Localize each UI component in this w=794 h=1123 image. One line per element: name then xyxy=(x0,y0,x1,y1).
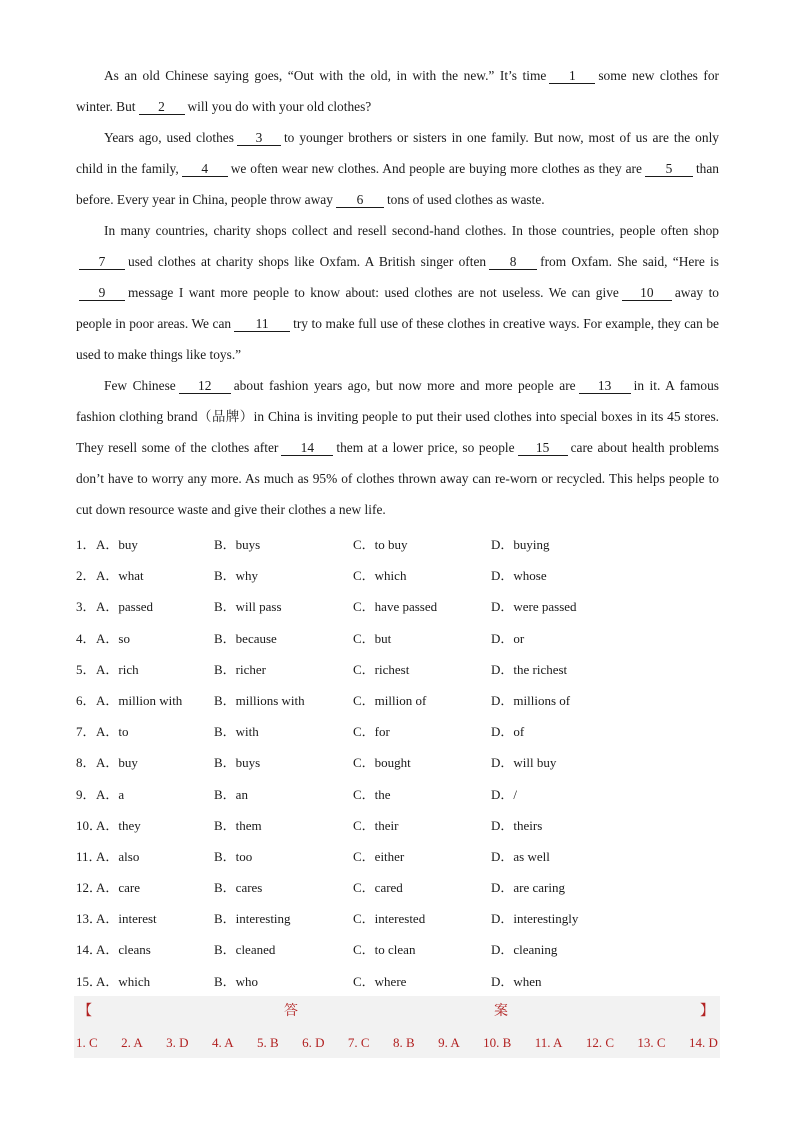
option-c: C．million of xyxy=(353,692,427,708)
option-c: C．interested xyxy=(353,911,426,927)
blank-7: 7 xyxy=(79,255,125,270)
answer-item: 5. B xyxy=(257,1035,279,1050)
option-d: D．when xyxy=(491,973,542,989)
option-b: B．buys xyxy=(214,537,261,552)
paragraph-4: Few Chinese 12 about fashion years ago, but now more and more people are 13 in it. A famous fashion clothing brand（品牌）in China is inviting people to put their used clothes into special boxes in its 45 stores. They resell some of the clothes after 14 them at a lower price, so people 15 care about health problems don’t have to worry any more. As much as 95% of clothes thrown away can re-worn or recycled. This helps people to cut down resource waste and give their clothes a new life. xyxy=(76,378,720,517)
paragraph-2: Years ago, used clothes 3 to younger brothers or sisters in one family. But now, most of us are the only child in the family, 4 we often wear new clothes. And people are buying more clothes as they are 5 than before. Every year in China, people throw away 6 tons of used clothes as waste. xyxy=(76,130,719,207)
answer-open-bracket: 【 xyxy=(78,1004,92,1019)
question-row xyxy=(76,623,719,654)
question-number: 2． xyxy=(76,568,96,584)
option-c: C．which xyxy=(353,568,407,584)
question-number: 14． xyxy=(76,942,103,958)
blank-5: 5 xyxy=(645,162,693,177)
answer-item: 13. C xyxy=(637,1035,666,1050)
option-a: A．interest xyxy=(96,911,157,927)
question-row xyxy=(76,779,719,810)
answer-item: 3. D xyxy=(166,1035,189,1050)
option-c: C．where xyxy=(353,973,407,989)
option-a: A．also xyxy=(96,848,140,864)
option-a: A．buy xyxy=(96,537,138,552)
option-b: B．too xyxy=(214,848,253,864)
question-number: 12． xyxy=(76,880,103,896)
option-d: D．were passed xyxy=(491,599,577,615)
option-a: A．so xyxy=(96,630,130,646)
option-a: A．buy xyxy=(96,755,138,771)
option-a: A．they xyxy=(96,817,141,833)
blank-3: 3 xyxy=(237,131,281,146)
option-d: D．interestingly xyxy=(491,911,579,927)
question-number: 1． xyxy=(76,537,96,552)
question-options xyxy=(76,529,719,997)
answer-item: 10. B xyxy=(483,1035,512,1050)
option-c: C．but xyxy=(353,630,392,646)
option-d: D．are caring xyxy=(491,880,565,896)
option-b: B．why xyxy=(214,568,259,584)
option-d: D．the richest xyxy=(491,661,568,677)
question-number: 4． xyxy=(76,630,96,646)
answer-header xyxy=(74,996,720,1027)
question-row xyxy=(76,591,719,622)
option-d: D．cleaning xyxy=(491,942,558,958)
option-c: C．have passed xyxy=(353,599,438,615)
blank-6: 6 xyxy=(336,193,384,208)
option-b: B．will pass xyxy=(214,599,282,615)
question-number: 9． xyxy=(76,786,96,802)
answer-label-char-2: 案 xyxy=(494,1004,508,1019)
question-number: 6． xyxy=(76,692,96,708)
option-c: C．their xyxy=(353,817,399,833)
option-a: A．care xyxy=(96,880,141,896)
option-b: B．who xyxy=(214,973,259,989)
blank-14: 14 xyxy=(281,441,333,456)
question-row xyxy=(76,966,719,997)
option-a: A．passed xyxy=(96,599,154,615)
answer-section xyxy=(74,996,720,1058)
question-row xyxy=(76,841,719,872)
question-row xyxy=(76,716,719,747)
question-row xyxy=(76,529,719,560)
option-c: C．either xyxy=(353,848,405,864)
answer-item: 8. B xyxy=(392,1035,415,1050)
paragraph-1: As an old Chinese saying goes, “Out with the old, in with the new.” It’s time 1 some new clothes for winter. But 2 will you do with your old clothes? xyxy=(76,68,719,114)
answer-item: 7. C xyxy=(347,1035,370,1050)
question-row xyxy=(76,872,719,903)
question-number: 3． xyxy=(76,599,96,615)
option-a: A．cleans xyxy=(96,942,151,958)
option-c: C．richest xyxy=(353,661,410,677)
option-a: A．million with xyxy=(96,692,183,708)
option-d: D．of xyxy=(491,724,525,740)
question-number: 5． xyxy=(76,661,96,677)
option-b: B．them xyxy=(214,817,262,833)
answer-item: 12. C xyxy=(585,1035,614,1050)
blank-12: 12 xyxy=(179,379,231,394)
option-d: D．whose xyxy=(491,568,547,584)
passage xyxy=(76,60,719,525)
blank-11: 11 xyxy=(234,317,290,332)
option-d: D．buying xyxy=(491,537,550,552)
question-row xyxy=(76,685,719,716)
option-d: D．as well xyxy=(491,848,550,864)
option-c: C．to buy xyxy=(353,537,408,552)
option-b: B．cares xyxy=(214,880,263,896)
option-d: D．millions of xyxy=(491,692,571,708)
question-number: 10． xyxy=(76,817,103,833)
option-c: C．to clean xyxy=(353,942,416,958)
answer-item: 14. D xyxy=(688,1035,718,1050)
answer-item: 9. A xyxy=(438,1035,460,1050)
question-number: 8． xyxy=(76,755,96,771)
option-b: B．interesting xyxy=(214,911,291,927)
question-row xyxy=(76,810,719,841)
answer-item: 1. C xyxy=(76,1035,98,1050)
answer-item: 6. D xyxy=(302,1035,325,1050)
option-b: B．millions with xyxy=(214,692,305,708)
option-c: C．cared xyxy=(353,880,403,896)
option-d: D．will buy xyxy=(491,755,557,771)
blank-2: 2 xyxy=(139,100,185,115)
question-number: 13． xyxy=(76,911,103,927)
option-b: B．buys xyxy=(214,755,261,771)
blank-9: 9 xyxy=(79,286,125,301)
option-b: B．an xyxy=(214,786,248,802)
option-d: D．or xyxy=(491,630,525,646)
option-d: D．/ xyxy=(491,786,518,802)
question-row xyxy=(76,747,719,778)
question-row xyxy=(76,903,719,934)
option-a: A．which xyxy=(96,973,151,989)
option-a: A．rich xyxy=(96,661,139,677)
question-number: 15． xyxy=(76,973,103,989)
answer-label-char-1: 答 xyxy=(284,1004,298,1019)
option-c: C．bought xyxy=(353,755,411,771)
blank-1: 1 xyxy=(549,69,595,84)
option-a: A．what xyxy=(96,568,144,584)
option-d: D．theirs xyxy=(491,817,543,833)
option-c: C．for xyxy=(353,724,390,740)
option-b: B．richer xyxy=(214,661,266,677)
question-row xyxy=(76,560,719,591)
blank-10: 10 xyxy=(622,286,672,301)
blank-15: 15 xyxy=(518,441,568,456)
blank-8: 8 xyxy=(489,255,537,270)
answer-item: 11. A xyxy=(534,1035,563,1050)
option-b: B．because xyxy=(214,630,277,646)
blank-13: 13 xyxy=(579,379,631,394)
option-a: A．to xyxy=(96,724,129,740)
answer-item: 2. A xyxy=(121,1035,143,1050)
option-c: C．the xyxy=(353,786,391,802)
blank-4: 4 xyxy=(182,162,228,177)
question-row xyxy=(76,934,719,965)
answer-key-line xyxy=(74,1027,720,1058)
option-b: B．with xyxy=(214,724,259,740)
answer-item: 4. A xyxy=(211,1035,234,1050)
option-a: A．a xyxy=(96,786,125,802)
question-number: 11． xyxy=(76,848,102,864)
option-b: B．cleaned xyxy=(214,942,276,958)
question-number: 7． xyxy=(76,724,96,740)
question-row xyxy=(76,654,719,685)
paragraph-3: In many countries, charity shops collect and resell second-hand clothes. In those countries, people often shop7 used clothes at charity shops like Oxfam. A British singer often 8 from Oxfam. She said, “Here is9 message I want more people to know about: used clothes are not useless. We can give 10 away to people in poor areas. We can 11 try to make full use of these clothes in creative ways. For example, they can be used to make things like toys.” xyxy=(76,223,719,362)
answer-close-bracket: 】 xyxy=(700,1004,714,1019)
